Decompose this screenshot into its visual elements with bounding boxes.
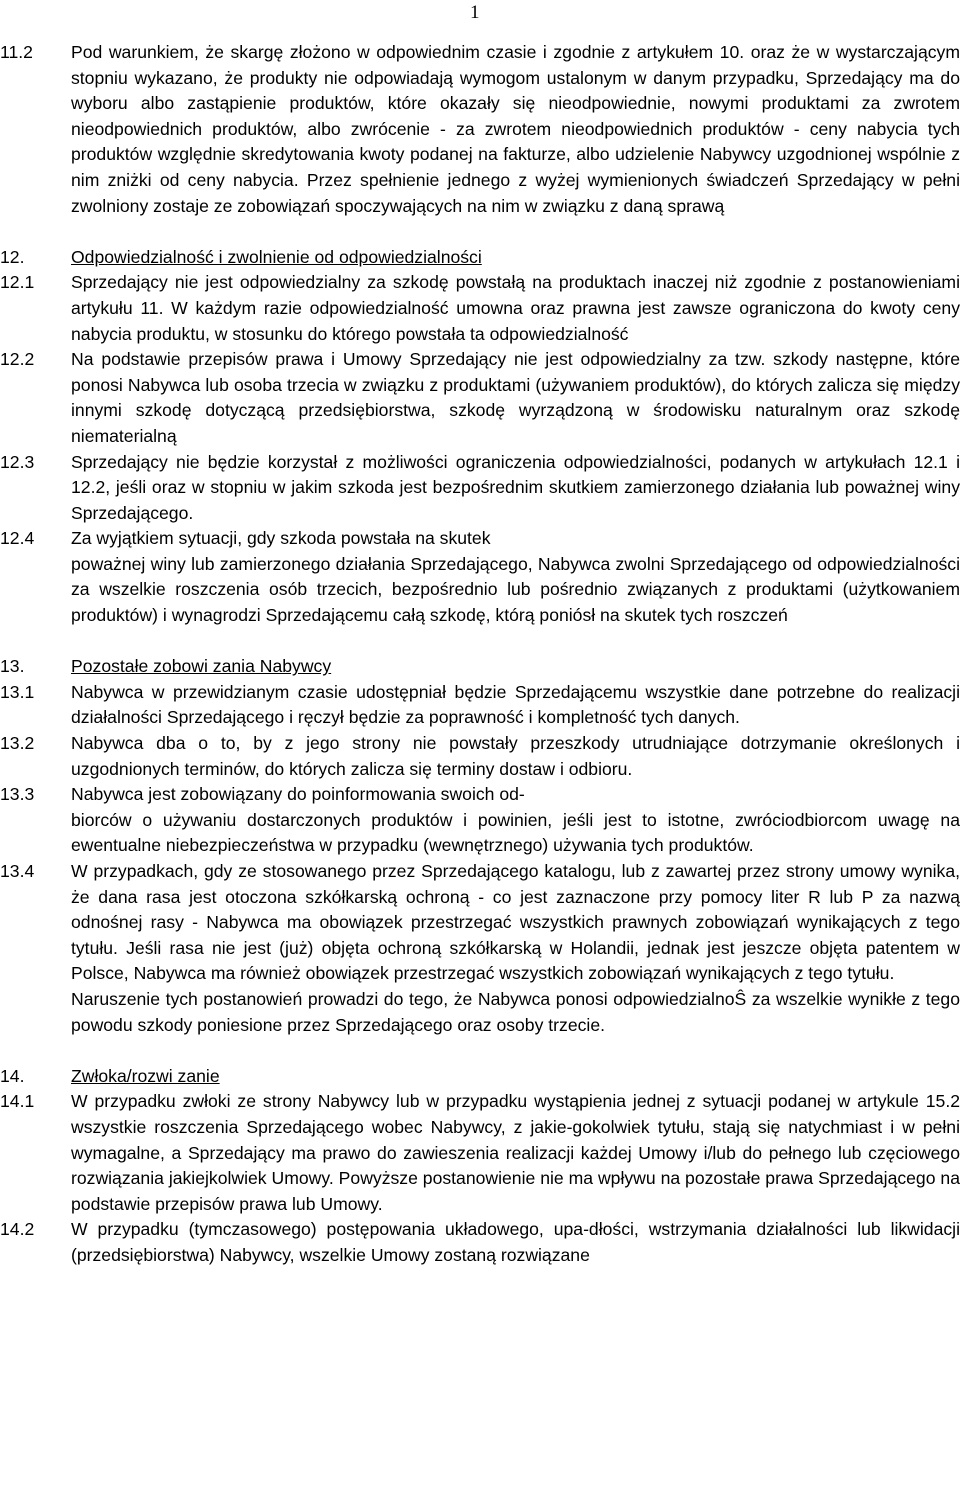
section-number: 12. [0,246,25,267]
section-heading: Zwłoka/rozwi zanie [71,1065,220,1086]
section-text-line: Za wyjątkiem sytuacji, gdy szkoda powstała na skutek [71,528,491,549]
section-text: Pod warunkiem, że skargę złożono w odpowiednim czasie i zgodnie z artykułem 10. oraz że w wystarczającym stopniu wykazano, że produkty nie odpowiadają wymogom ustalonym w danym przypadku, Sprzedający ma do wyboru albo zastąpienie produktów, które okazały się nieodpowiednie, nowymi produktami za zwrotem nieodpowiednich produktów, albo zwrócenie - za zwrotem nieodpowiednich produktów - ceny nabycia tych produktów względnie skredytowania kwoty podanej na fakturze, albo udzielenie Nabywcy uzgodnionej wspólnie z nim zniżki od ceny nabycia. Przez spełnienie jednego z wyżej wymienionych świadczeń Sprzedający w pełni zwolniony zostaje ze zobowiązań spoczywających na nim w związku z daną sprawą [71,42,960,216]
section-text: Nabywca w przewidzianym czasie udostępniał będzie Sprzedającemu wszystkie dane potrzebne do realizacji działalności Sprzedającego i ręczył będzie za poprawność i kompletność tych danych. [71,681,960,728]
heading-13 [0,654,960,680]
section-text-line: W przypadkach, gdy ze stosowanego przez Sprzedającego katalogu, lub z zawartej przez strony umowy wynika, że dana rasa jest otoczona szkółkarską ochroną - co jest zaznaczone przy pomocy liter R lub P za nazwą odnośnej rasy - Nabywca ma obowiązek przestrzegać wszystkich prawnych zobowiązań wynikających z tego tytułu. Jeśli rasa nie jest (już) objęta ochroną szkółkarską w Holandii, jednak jest jeszcze objęta patentem w Polsce, Nabywca ma również obowiązek przestrzegać wszystkich zobowiązań wynikających z tego tytułu. [71,861,960,984]
page-number: 1 [470,2,480,23]
section-text: Na podstawie przepisów prawa i Umowy Sprzedający nie jest odpowiedzialny za tzw. szkody następne, które ponosi Nabywca lub osoba trzecia w związku z produktami (używaniem produktów), do których zalicza się między innymi szkodę dotyczącą przedsiębiorstwa, szkodę wyrządzoną w środowisku naturalnym oraz szkodę niematerialną [71,349,960,446]
section-number: 12.4 [0,528,35,549]
section-number: 12.2 [0,349,35,370]
section-11-2 [0,40,960,219]
section-text [71,859,960,1038]
section-12-1 [0,270,960,347]
section-text-line: Nabywca jest zobowiązany do poinformowania swoich od- [71,784,525,805]
section-number: 11.2 [0,42,33,62]
section-14-1 [0,1089,960,1217]
section-number: 13.4 [0,861,35,881]
section-13-3 [0,782,960,859]
section-number: 13.3 [0,784,35,805]
section-number: 13.1 [0,681,35,702]
section-text-line: Naruszenie tych postanowień prowadzi do tego, że Nabywca ponosi odpowiedzialnoŜ za wszelkie wynikłe z tego powodu szkody poniesione przez Sprzedającego oraz osoby trzecie. [71,988,960,1035]
spacer [0,629,960,655]
section-14-2 [0,1217,960,1268]
document-body [0,40,960,1269]
spacer [0,219,960,245]
spacer [0,1038,960,1064]
section-number: 13. [0,656,25,677]
section-heading: Odpowiedzialność i zwolnienie od odpowiedzialności [71,246,482,267]
section-number: 12.3 [0,451,35,472]
section-13-1 [0,680,960,731]
section-number: 14. [0,1065,25,1086]
section-text [71,782,960,859]
section-12-3 [0,450,960,527]
section-heading: Pozostałe zobowi zania Nabywcy [71,656,332,677]
section-text [71,526,960,628]
section-number: 14.2 [0,1219,35,1240]
section-number: 14.1 [0,1091,35,1112]
section-13-2 [0,731,960,782]
section-13-4 [0,859,960,1038]
section-number: 13.2 [0,733,35,754]
section-text: Nabywca dba o to, by z jego strony nie powstały przeszkody utrudniające dotrzymanie określonych i uzgodnionych terminów, do których zalicza się terminy dostaw i odbioru. [71,733,960,779]
section-12-2 [0,347,960,449]
section-text-line: poważnej winy lub zamierzonego działania Sprzedającego, Nabywca zwolni Sprzedającego od odpowiedzialności za wszelkie roszczenia osób trzecich, bezpośrednio lub pośrednio związanych z produktami (użytkowaniem produktów) i wynagrodzi Sprzedającemu całą szkodę, którą poniósł na skutek tych roszczeń [71,553,960,626]
section-text: Sprzedający nie będzie korzystał z możliwości ograniczenia odpowiedzialności, podanych w artykułach 12.1 i 12.2, jeśli oraz w stopniu w jakim szkoda jest bezpośrednim skutkiem zamierzonego działania lub poważnej winy Sprzedającego. [71,451,960,523]
section-12-4 [0,526,960,628]
section-text: W przypadku zwłoki ze strony Nabywcy lub w przypadku wystąpienia jednej z sytuacji podanej w artykule 15.2 wszystkie roszczenia Sprzedającego wobec Nabywcy, z jakie-gokolwiek tytułu, stają się natychmiast i w pełni wymagalne, a Sprzedający ma prawo do zawieszenia realizacji każdej Umowy i/lub do pełnego lub częciowego rozwiązania jakiejkolwiek Umowy. Powyższe postanowienie nie ma wpływu na pozostałe prawa Sprzedającego na podstawie przepisów prawa lub Umowy. [71,1091,960,1214]
section-text: W przypadku (tymczasowego) postępowania układowego, upa-dłości, wstrzymania działalności lub likwidacji (przedsiębiorstwa) Nabywcy, wszelkie Umowy zostaną rozwiązane [71,1219,960,1265]
section-text: Sprzedający nie jest odpowiedzialny za szkodę powstałą na produktach inaczej niż zgodnie z postanowieniami artykułu 11. W każdym razie odpowiedzialność umowna oraz prawna jest zawsze ograniczona do kwoty ceny nabycia produktu, w stosunku do którego powstała ta odpowiedzialność [71,272,960,344]
section-text-line: biorców o używaniu dostarczonych produktów i powinien, jeśli jest to istotne, zwróciodbiorcom uwagę na ewentualne niebezpieczeństwa w przypadku (wewnętrznego) używania tych produktów. [71,809,960,856]
section-number: 12.1 [0,272,35,293]
heading-12 [0,245,960,271]
heading-14 [0,1064,960,1090]
